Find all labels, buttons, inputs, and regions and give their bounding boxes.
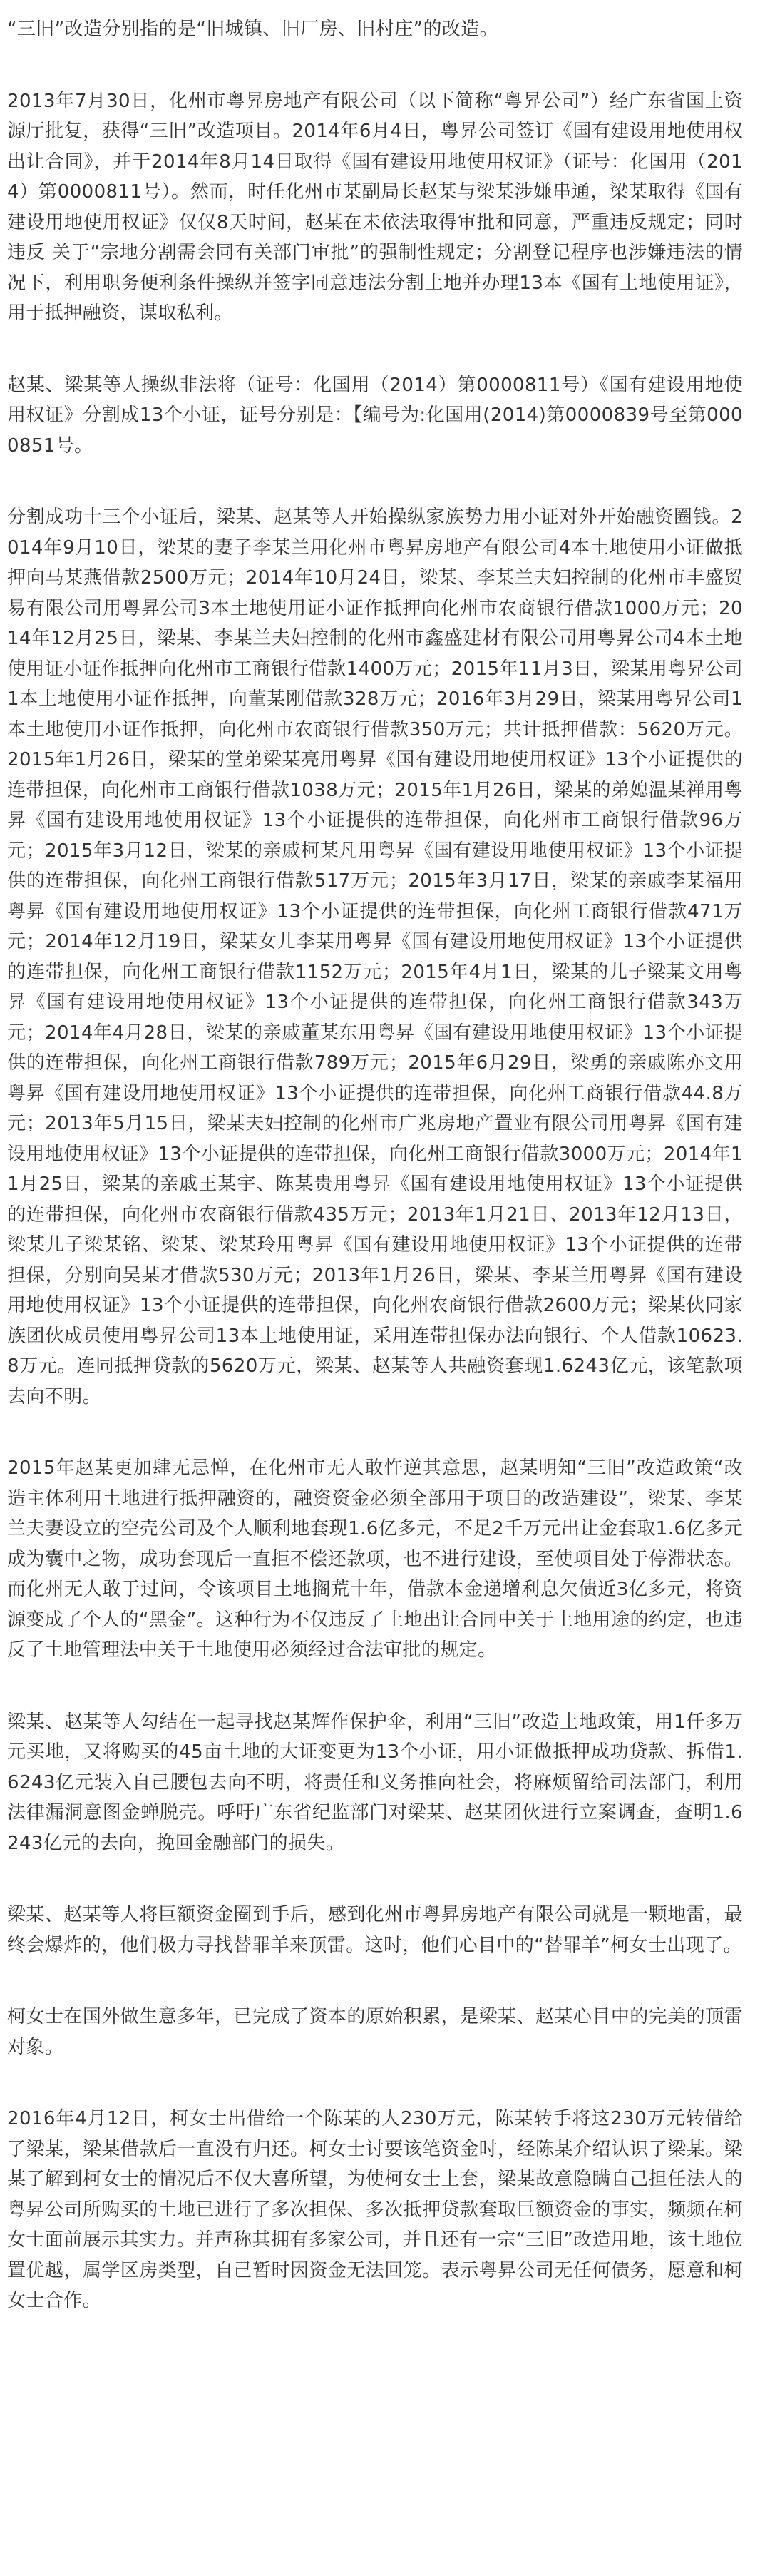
paragraph-sanjiu-definition: “三旧”改造分别指的是“旧城镇、旧厂房、旧村庄”的改造。 xyxy=(7,19,499,40)
paragraph-ms-ke-intro: 柯女士在国外做生意多年，已完成了资本的原始积累，是梁某、赵某心目中的完美的顶雷对象。 xyxy=(7,2006,743,2058)
paragraph-certificate-split: 赵某、梁某等人操纵非法将（证号：化国用（2014）第0000811号）《国有建设用地使用权证》分割成13个小证，证号分别是：【编号为:化国用(2014)第0000839号至第0000851号。 xyxy=(7,374,743,457)
paragraph-2015-abuse: 2015年赵某更加肆无忌惮，在化州市无人敢忤逆其意思，赵某明知“三旧”改造政策“改造主体利用土地进行抵押融资的，融资资金必须全部用于项目的改造建设”，梁某、李某兰夫妻设立的空壳公司及个人顺利地套现1.6亿多元，不足2千万元出让金套取1.6亿多元成为囊中之物，成功套现后一直拒不偿还款项，也不进行建设，至使项目处于停滞状态。而化州无人敢于过问，令该项目土地搁荒十年，借款本金递增利息欠债近3亿多元，将资源变成了个人的“黑金”。这种行为不仅违反了土地出让合同中关于土地用途的约定，也违反了土地管理法中关于土地使用必须经过合法审批的规定。 xyxy=(7,1457,743,1661)
paragraph-scapegoat: 梁某、赵某等人将巨额资金圈到手后，感到化州市粤昇房地产有限公司就是一颗地雷，最终会爆炸的，他们极力寻找替罪羊来顶雷。这时，他们心目中的“替罪羊”柯女士出现了。 xyxy=(7,1904,743,1956)
paragraph-project-approval: 2013年7月30日，化州市粤昇房地产有限公司（以下简称“粤昇公司”）经广东省国土资源厅批复，获得“三旧”改造项目。2014年6月4日，粤昇公司签订《国有建设用地使用权出让合同》，并于2014年8月14日取得《国有建设用地使用权证》（证号：化国用（2014）第0000811号）。然而，时任化州市某副局长赵某与梁某涉嫌串通，梁某取得《国有建设用地使用权证》仅仅8天时间，赵某在未依法取得审批和同意，严重违反规定；同时违反 关于“宗地分割需会同有关部门审批”的强制性规定；分割登记程序也涉嫌违法的情况下，利用职务便利条件操纵并签字同意违法分割土地并办理13本《国有土地使用证》，用于抵押融资，谋取私利。 xyxy=(7,90,743,324)
paragraph-appeal: 梁某、赵某等人勾结在一起寻找赵某辉作保护伞，利用“三旧”改造土地政策，用1仟多万元买地，又将购买的45亩土地的大证变更为13个小证，用小证做抵押成功贷款、拆借1.6243亿元装入自己腰包去向不明，将责任和义务推向社会，将麻烦留给司法部门，利用法律漏洞意图金蝉脱壳。呼吁广东省纪监部门对梁某、赵某团伙进行立案调查，查明1.6243亿元的去向，挽回金融部门的损失。 xyxy=(7,1711,743,1854)
paragraph-financing-details: 分割成功十三个小证后，梁某、赵某等人开始操纵家族势力用小证对外开始融资圈钱。2014年9月10日，梁某的妻子李某兰用化州市粤昇房地产有限公司4本土地使用小证做抵押向马某燕借款2500万元；2014年10月24日，梁某、李某兰夫妇控制的化州市丰盛贸易有限公司用粤昇公司3本土地使用证小证作抵押向化州市农商银行借款1000万元；2014年12月25日，梁某、李某兰夫妇控制的化州市鑫盛建材有限公司用粤昇公司4本土地使用证小证作抵押向化州市工商银行借款1400万元；2015年11月3日，梁某用粤昇公司1本土地使用小证作抵押，向董某刚借款328万元；2016年3月29日，梁某用粤昇公司1本土地使用小证作抵押，向化州市农商银行借款350万元；共计抵押借款：5620万元。2015年1月26日，梁某的堂弟梁某亮用粤昇《国有建设用地使用权证》13个小证提供的连带担保，向化州市工商银行借款1038万元；2015年1月26日，梁某的弟媳温某禅用粤昇《国有建设用地使用权证》13个小证提供的连带担保，向化州市工商银行借款96万元；2015年3月12日，梁某的亲戚柯某凡用粤昇《国有建设用地使用权证》13个小证提供的连带担保，向化州工商银行借款517万元；2015年3月17日，梁某的亲戚李某福用粤昇《国有建设用地使用权证》13个小证提供的连带担保，向化州工商银行借款471万元；2014年12月19日，梁某女儿李某用粤昇《国有建设用地使用权证》13个小证提供的连带担保，向化州工商银行借款1152万元；2015年4月1日，梁某的儿子梁某文用粤昇《国有建设用地使用权证》13个小证提供的连带担保，向化州工商银行借款343万元；2014年4月28日，梁某的亲戚董某东用粤昇《国有建设用地使用权证》13个小证提供的连带担保，向化州工商银行借款789万元；2015年6月29日，梁勇的亲戚陈亦文用粤昇《国有建设用地使用权证》13个小证提供的连带担保，向化州工商银行借款44.8万元；2013年5月15日，梁某夫妇控制的化州市广兆房地产置业有限公司用粤昇《国有建设用地使用权证》13个小证提供的连带担保，向化州工商银行借款3000万元；2014年11月25日，梁某的亲戚王某宇、陈某贵用粤昇《国有建设用地使用权证》13个小证提供的连带担保，向化州市农商银行借款435万元；2013年1月21日、2013年12月13日，梁某儿子梁某铭、梁某、梁某玲用粤昇《国有建设用地使用权证》13个小证提供的连带担保，分别向吴某才借款530万元；2013年1月26日，梁某、李某兰用粤昇《国有建设用地使用权证》13个小证提供的连带担保，向化州农商银行借款2600万元；梁某伙同家族团伙成员使用粤昇公司13本土地使用证，采用连带担保办法向银行、个人借款10623.8万元。连同抵押贷款的5620万元，梁某、赵某等人共融资套现1.6243亿元，该笔款项去向不明。 xyxy=(7,506,743,1407)
paragraph-2016-loan: 2016年4月12日，柯女士出借给一个陈某的人230万元，陈某转手将这230万元转借给了梁某，梁某借款后一直没有归还。柯女士讨要该笔资金时，经陈某介绍认识了梁某。梁某了解到柯女士的情况后不仅大喜所望，为使柯女士上套，梁某故意隐瞒自己担任法人的粤昇公司所购买的土地已进行了多次担保、多次抵押贷款套取巨额资金的事实，频频在柯女士面前展示其实力。并声称其拥有多家公司，并且还有一宗“三旧”改造用地，该土地位置优越，属学区房类型，自己暂时因资金无法回笼。表示粤昇公司无任何债务，愿意和柯女士合作。 xyxy=(7,2108,743,2311)
